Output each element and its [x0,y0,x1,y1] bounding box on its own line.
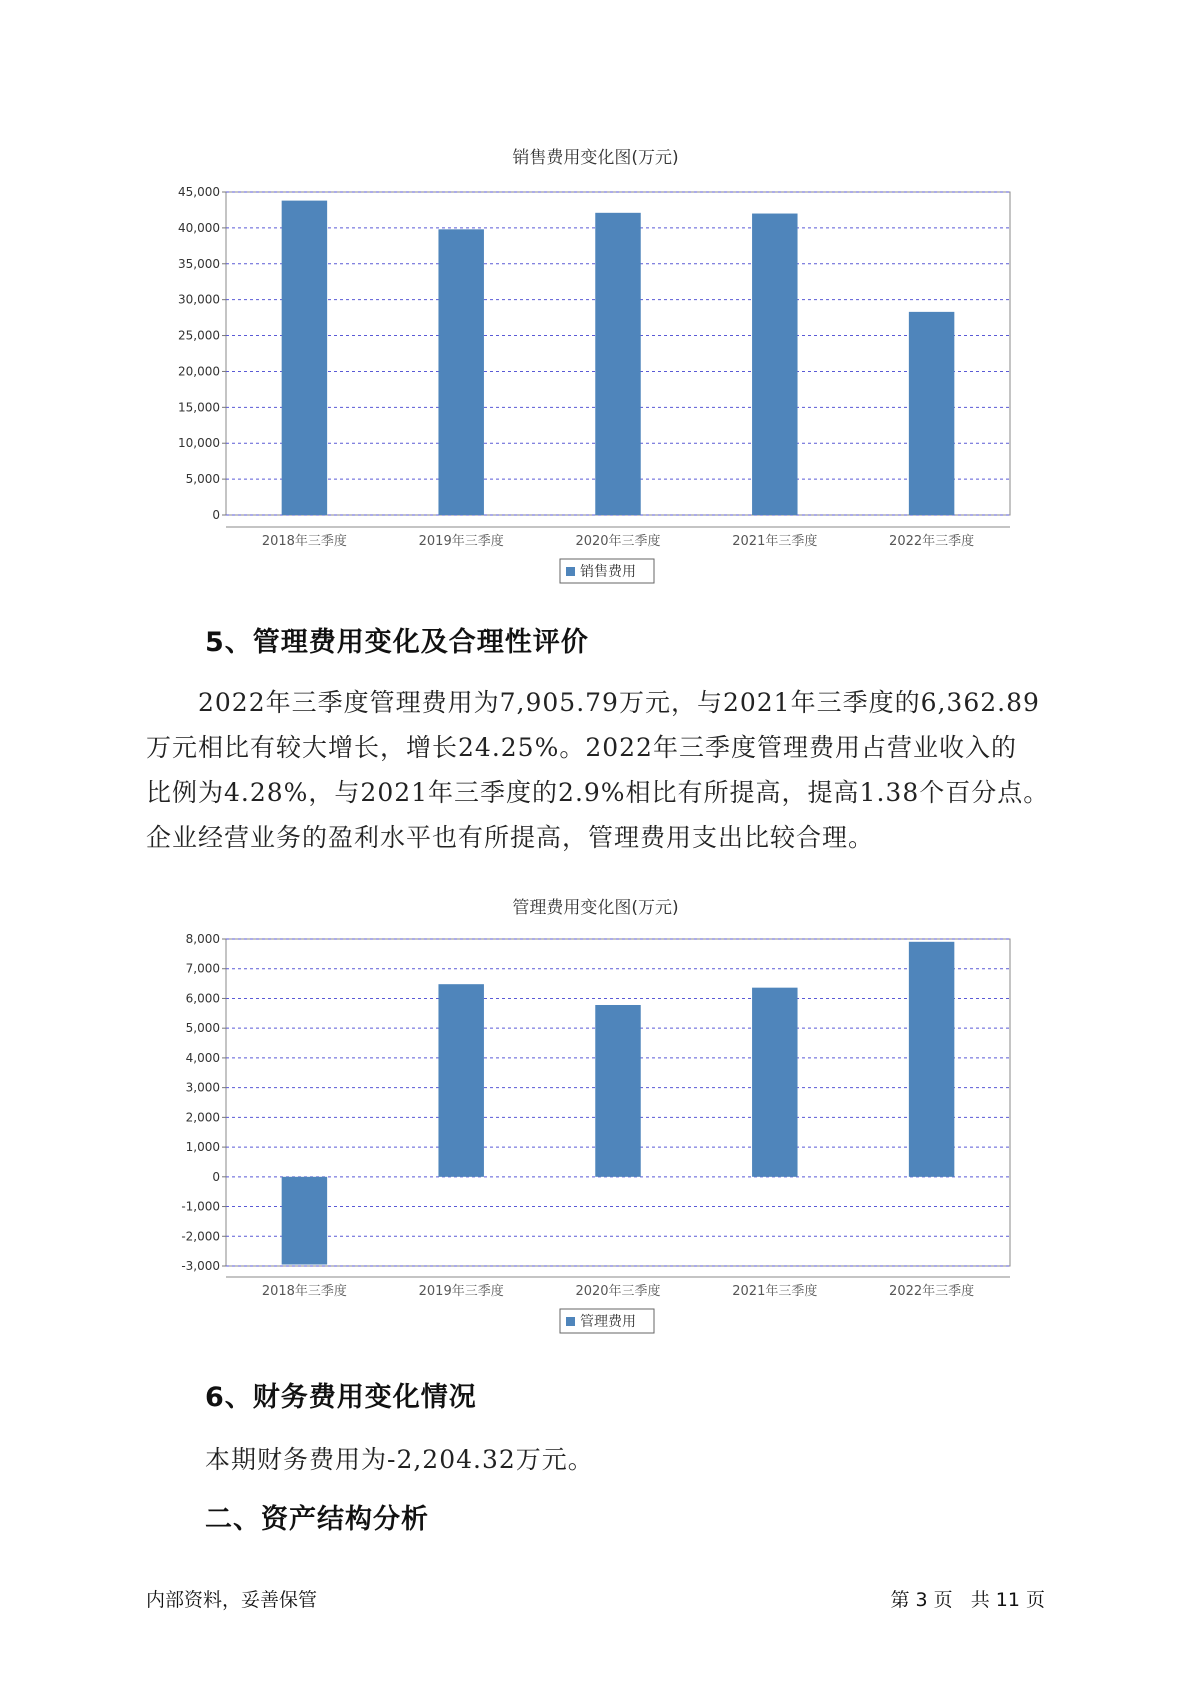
y-tick-label: 5,000 [185,472,220,487]
section-two-heading: 二、资产结构分析 [205,1504,429,1535]
y-tick-label: 25,000 [178,328,220,343]
y-tick-label: 40,000 [178,220,220,235]
bar [438,984,483,1177]
sales-expense-chart [0,150,1191,590]
y-tick-label: -2,000 [181,1229,220,1244]
y-tick-label: 15,000 [178,400,220,415]
y-tick-label: 0 [212,508,220,522]
section-5-line-4: 企业经营业务的盈利水平也有所提高，管理费用支出比较合理。 [146,823,875,852]
section-6-heading: 6、财务费用变化情况 [205,1382,477,1413]
y-tick-label: 20,000 [178,364,220,379]
bar [438,229,483,515]
section-6-text [205,1437,1105,1482]
footer-page-number: 第 3 页 共 11 页 [890,1589,1045,1611]
y-tick-label: 2,000 [185,1110,220,1125]
y-tick-label: 10,000 [178,436,220,451]
x-tick-label: 2022年三季度 [889,534,975,549]
legend-swatch [566,1317,575,1326]
x-tick-label: 2021年三季度 [732,534,818,549]
y-tick-label: 30,000 [178,292,220,307]
x-tick-label: 2019年三季度 [418,1284,504,1299]
bar [752,214,797,515]
footer-confidential: 内部资料，妥善保管 [146,1589,318,1611]
x-tick-label: 2018年三季度 [261,1284,347,1299]
y-tick-label: 3,000 [185,1080,220,1095]
y-tick-label: 4,000 [185,1050,220,1065]
bar [909,312,954,515]
x-tick-label: 2020年三季度 [575,1284,661,1299]
sales-chart-title: 销售费用变化图(万元) [512,148,679,168]
section-5-line-1: 2022年三季度管理费用为7,905.79万元，与2021年三季度的6,362.89 [198,688,1040,717]
section-5-line-3: 比例为4.28%，与2021年三季度的2.9%相比有所提高，提高1.38个百分点。 [146,778,1050,807]
bar [595,1005,640,1177]
section-5-line-2: 万元相比有较大增长，增长24.25%。2022年三季度管理费用占营业收入的 [146,733,1017,762]
x-tick-label: 2018年三季度 [261,534,347,549]
section-5-paragraph [146,680,1050,860]
mgmt-chart-title: 管理费用变化图(万元) [512,898,679,918]
x-tick-label: 2021年三季度 [732,1284,818,1299]
y-tick-label: -3,000 [181,1259,220,1273]
legend-label: 销售费用 [580,564,636,580]
legend-label: 管理费用 [580,1314,636,1330]
mgmt-expense-chart [0,920,1191,1340]
bar [282,1177,327,1265]
x-tick-label: 2022年三季度 [889,1284,975,1299]
y-tick-label: 1,000 [185,1140,220,1155]
legend-swatch [566,567,575,576]
bar [752,988,797,1177]
y-tick-label: 7,000 [185,961,220,976]
y-tick-label: 35,000 [178,256,220,271]
y-tick-label: 0 [212,1169,220,1184]
x-tick-label: 2019年三季度 [418,534,504,549]
section-5-heading: 5、管理费用变化及合理性评价 [205,627,589,658]
y-tick-label: 45,000 [178,185,220,199]
y-tick-label: -1,000 [181,1199,220,1214]
finance-expense-line: 本期财务费用为-2,204.32万元。 [205,1445,594,1474]
y-tick-label: 5,000 [185,1021,220,1036]
y-tick-label: 6,000 [185,991,220,1006]
x-tick-label: 2020年三季度 [575,534,661,549]
bar [282,201,327,515]
bar [909,942,954,1177]
y-tick-label: 8,000 [185,932,220,946]
bar [595,213,640,515]
